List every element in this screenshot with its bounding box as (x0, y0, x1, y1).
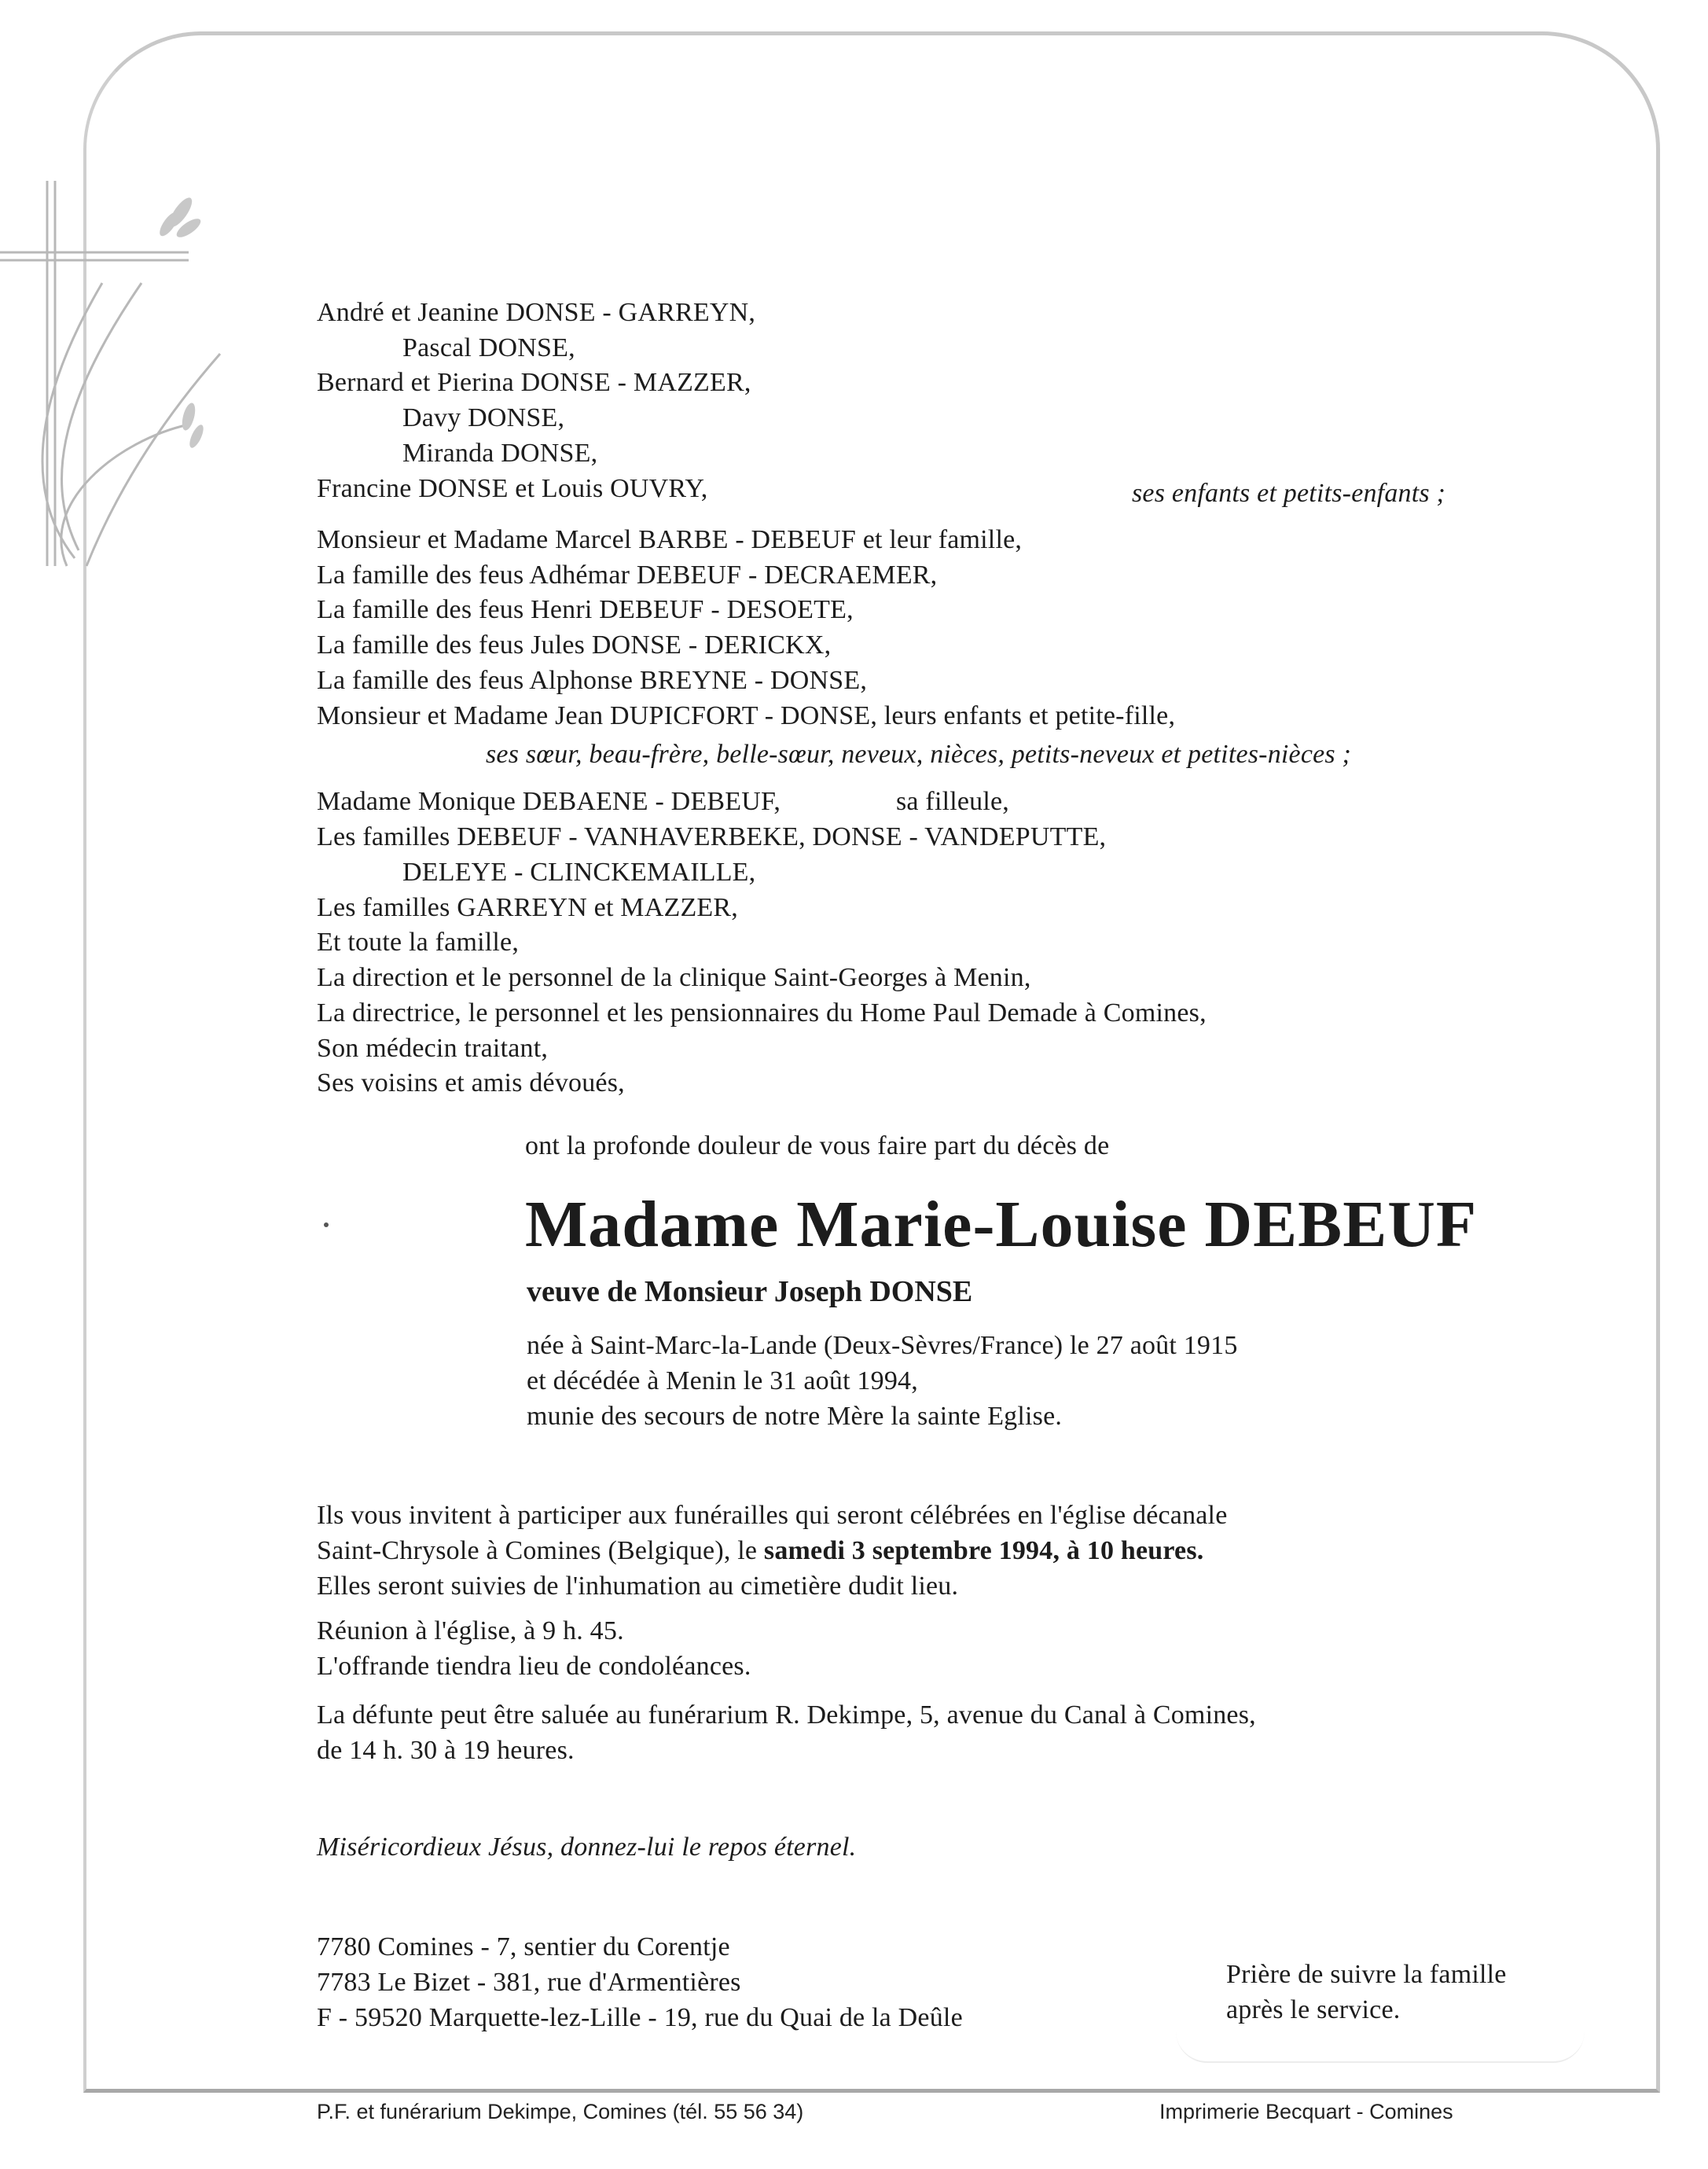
family-line: Bernard et Pierina DONSE - MAZZER, (317, 368, 751, 397)
funeral-line: Elles seront suivies de l'inhumation au cimetière dudit lieu. (317, 1572, 959, 1601)
family-caption: sa filleule, (896, 787, 1010, 816)
family-line: DELEYE - CLINCKEMAILLE, (402, 858, 756, 887)
reunion-line: Réunion à l'église, à 9 h. 45. (317, 1616, 624, 1645)
family-line: Madame Monique DEBAENE - DEBEUF, (317, 787, 781, 816)
family-line: La famille des feus Adhémar DEBEUF - DECRAEMER, (317, 561, 938, 590)
address-line: 7783 Le Bizet - 381, rue d'Armentières (317, 1968, 741, 1997)
family-line: André et Jeanine DONSE - GARREYN, (317, 298, 756, 327)
family-line: La famille des feus Henri DEBEUF - DESOETE, (317, 595, 854, 624)
funeral-line (317, 1534, 1203, 1568)
family-line: Davy DONSE, (402, 403, 565, 432)
family-line: Francine DONSE et Louis OUVRY, (317, 474, 708, 503)
announcement: ont la profonde douleur de vous faire part du décès de (525, 1131, 1110, 1160)
sacraments-line: munie des secours de notre Mère la sainte Eglise. (527, 1402, 1063, 1431)
deceased-name: Madame Marie-Louise DEBEUF (525, 1188, 1478, 1261)
cross-with-wheat-icon (0, 157, 244, 597)
footer-printer: Imprimerie Becquart - Comines (1159, 2100, 1453, 2123)
family-caption: ses enfants et petits-enfants ; (1132, 479, 1446, 508)
family-line: Son médecin traitant, (317, 1034, 549, 1063)
family-line: Et toute la famille, (317, 928, 520, 957)
family-line: La famille des feus Alphonse BREYNE - DONSE, (317, 666, 868, 695)
family-line: Miranda DONSE, (402, 439, 598, 468)
funeral-line-text: Saint-Chrysole à Comines (Belgique), le (317, 1536, 764, 1565)
family-line: La famille des feus Jules DONSE - DERICKX, (317, 630, 832, 660)
family-line: Les familles DEBEUF - VANHAVERBEKE, DONSE - VANDEPUTTE, (317, 822, 1107, 851)
family-line: Ses voisins et amis dévoués, (317, 1068, 625, 1097)
family-line: Monsieur et Madame Jean DUPICFORT - DONSE, leurs enfants et petite-fille, (317, 701, 1176, 730)
request-line: Prière de suivre la famille (1226, 1960, 1507, 1989)
address-line: F - 59520 Marquette-lez-Lille - 19, rue du Quai de la Deûle (317, 2003, 963, 2032)
family-caption: ses sœur, beau-frère, belle-sœur, neveux, nièces, petits-neveux et petites-nièces ; (486, 740, 1352, 769)
funeral-line: Ils vous invitent à participer aux funérailles qui seront célébrées en l'église décanale (317, 1501, 1228, 1530)
offering-line: L'offrande tiendra lieu de condoléances. (317, 1652, 751, 1681)
family-line: Monsieur et Madame Marcel BARBE - DEBEUF et leur famille, (317, 525, 1023, 554)
death-line: et décédée à Menin le 31 août 1994, (527, 1366, 918, 1395)
viewing-line: La défunte peut être saluée au funérarium R. Dekimpe, 5, avenue du Canal à Comines, (317, 1700, 1256, 1730)
family-line: Les familles GARREYN et MAZZER, (317, 893, 738, 922)
widow-of: veuve de Monsieur Joseph DONSE (527, 1275, 973, 1308)
request-line: après le service. (1226, 1995, 1401, 2024)
birth-line: née à Saint-Marc-la-Lande (Deux-Sèvres/France) le 27 août 1915 (527, 1331, 1238, 1360)
family-line: La direction et le personnel de la clinique Saint-Georges à Menin, (317, 963, 1031, 992)
prayer: Miséricordieux Jésus, donnez-lui le repos éternel. (317, 1833, 857, 1862)
funeral-date: samedi 3 septembre 1994, à 10 heures. (763, 1536, 1204, 1565)
footer-funeral-home: P.F. et funérarium Dekimpe, Comines (tél. 55 56 34) (317, 2100, 804, 2123)
dot-mark (324, 1222, 329, 1227)
viewing-line: de 14 h. 30 à 19 heures. (317, 1736, 575, 1765)
family-line: La directrice, le personnel et les pensionnaires du Home Paul Demade à Comines, (317, 998, 1207, 1028)
family-line: Pascal DONSE, (402, 333, 575, 362)
address-line: 7780 Comines - 7, sentier du Corentje (317, 1932, 730, 1961)
